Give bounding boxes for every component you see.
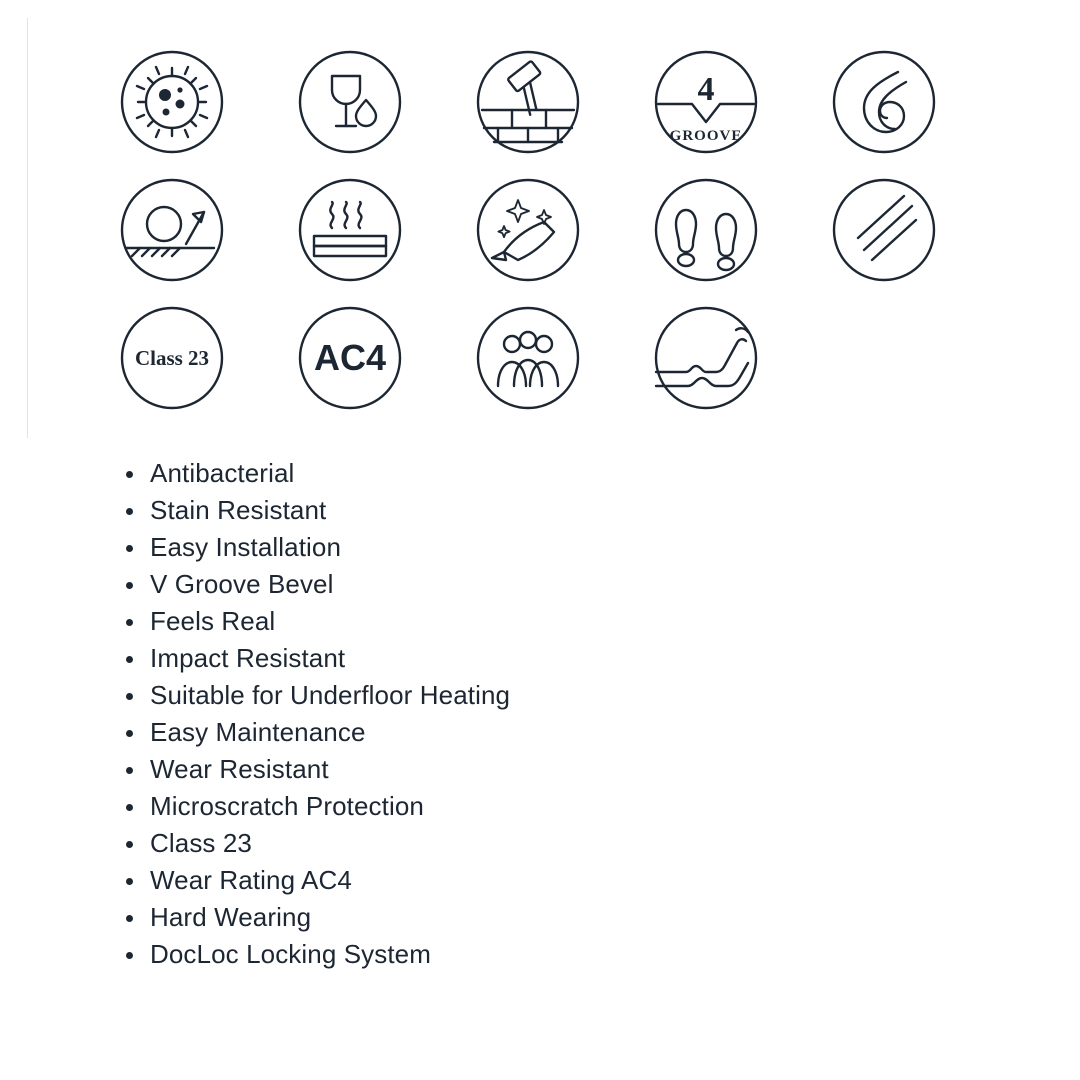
v-groove-bevel-icon xyxy=(642,38,770,166)
v-groove-caption: GROOVE xyxy=(669,128,743,144)
list-item: Class 23 xyxy=(150,825,510,862)
docloc-locking-system-icon xyxy=(642,294,770,422)
icon-cell-empty xyxy=(820,294,948,422)
stain-resistant-icon xyxy=(286,38,414,166)
easy-maintenance-icon xyxy=(464,166,592,294)
list-item: Microscratch Protection xyxy=(150,788,510,825)
icon-row xyxy=(108,38,968,166)
feature-list xyxy=(118,455,510,973)
list-item: Impact Resistant xyxy=(150,640,510,677)
underfloor-heating-icon xyxy=(286,166,414,294)
v-groove-number: 4 xyxy=(697,71,715,108)
feature-icon-grid xyxy=(108,38,968,422)
list-item: DocLoc Locking System xyxy=(150,936,510,973)
microscratch-protection-icon xyxy=(820,166,948,294)
easy-installation-icon xyxy=(464,38,592,166)
hard-wearing-icon xyxy=(464,294,592,422)
list-item: V Groove Bevel xyxy=(150,566,510,603)
class-23-label: Class 23 xyxy=(134,346,210,370)
antibacterial-icon xyxy=(108,38,236,166)
wear-resistant-icon xyxy=(642,166,770,294)
class-23-icon xyxy=(108,294,236,422)
impact-resistant-icon xyxy=(108,166,236,294)
list-item: Feels Real xyxy=(150,603,510,640)
list-item: Easy Installation xyxy=(150,529,510,566)
icon-row xyxy=(108,166,968,294)
list-item: Easy Maintenance xyxy=(150,714,510,751)
feels-real-icon xyxy=(820,38,948,166)
list-item: Stain Resistant xyxy=(150,492,510,529)
wear-rating-ac4-icon xyxy=(286,294,414,422)
icon-row xyxy=(108,294,968,422)
left-divider xyxy=(27,18,28,438)
list-item: Antibacterial xyxy=(150,455,510,492)
list-item: Suitable for Underfloor Heating xyxy=(150,677,510,714)
ac4-label: AC4 xyxy=(313,337,387,378)
list-item: Hard Wearing xyxy=(150,899,510,936)
list-item: Wear Resistant xyxy=(150,751,510,788)
list-item: Wear Rating AC4 xyxy=(150,862,510,899)
